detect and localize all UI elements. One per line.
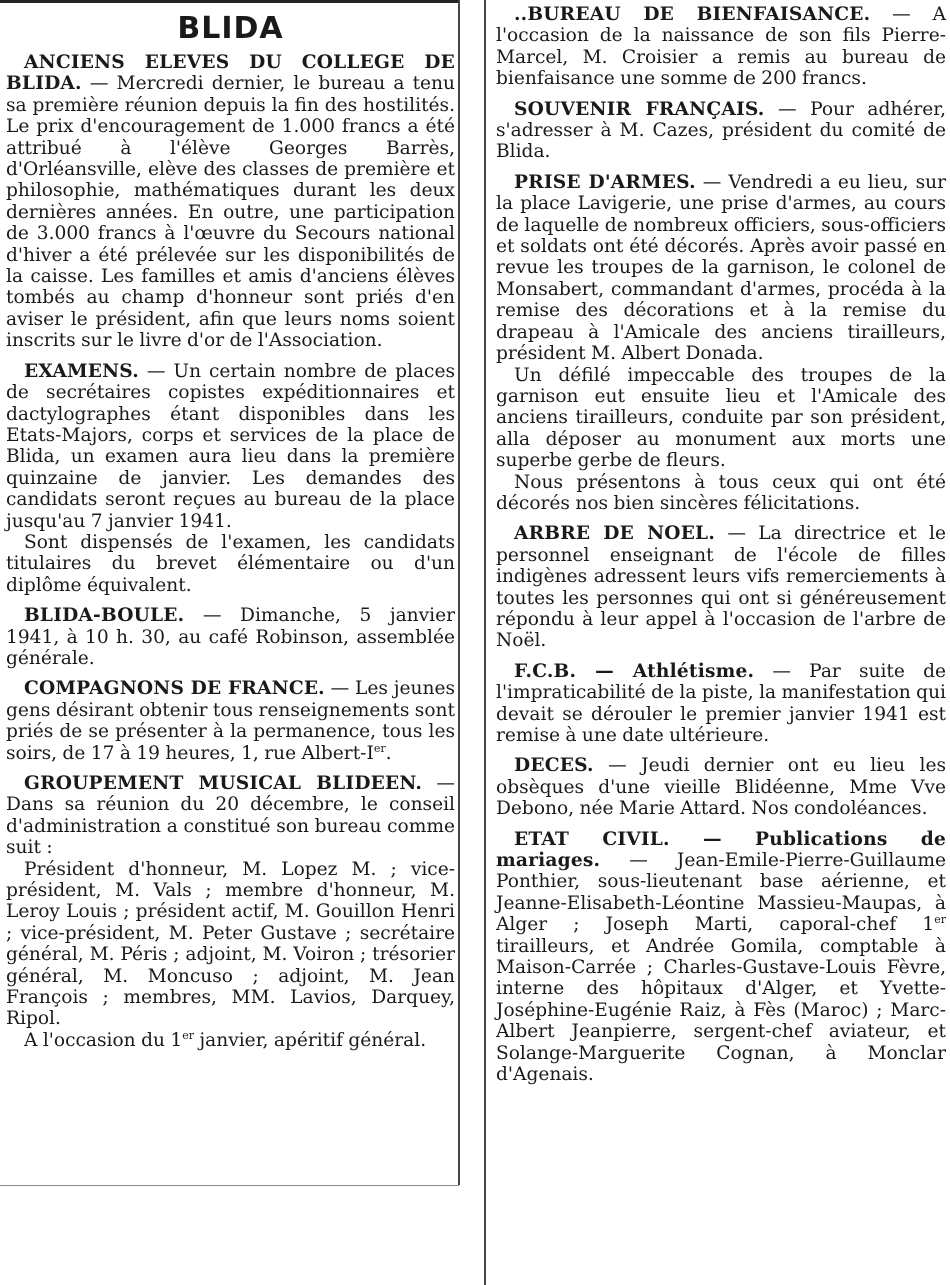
article-compagnons <box>6 678 455 764</box>
article-text: — Dans sa réunion du 20 décembre, le conseil d'administration a constitué son bureau comme suit : <box>6 773 455 859</box>
article-groupement-musical <box>6 773 455 1051</box>
article-paragraph: Sont dispensés de l'examen, les candidats titulaires du brevet élémentaire ou d'un diplôme équivalent. <box>6 531 455 596</box>
article-text: — Vendredi a eu lieu, sur la place Lavigerie, une prise d'armes, au cours de laquelle de nombreux officiers, sous-officiers et soldats ont été décorés. Après avoir passé en revue les troupes de la garnison, le colonel de Monsabert, commandant d'armes, procéda à la remise des décorations et à la remise du drapeau à l'Amicale des anciens tirailleurs, président M. Albert Donada. <box>496 171 946 365</box>
article-paragraph: Président d'honneur, M. Lopez M. ; vice-président, M. Vals ; membre d'honneur, M. Leroy Louis ; président actif, M. Gouillon Henri ; vice-président, M. Peter Gustave ; secrétaire général, M. Péris ; adjoint, M. Voiron ; trésorier général, M. Moncuso ; adjoint, M. Jean François ; membres, MM. Lavios, Darquey, Ripol. <box>6 858 455 1030</box>
left-column <box>0 0 458 1060</box>
article-paragraph: Un défilé impeccable des troupes de la garnison eut ensuite lieu et l'Amicale des anciens tirailleurs, conduite par son président, alla déposer au monument aux morts une superbe gerbe de fleurs. <box>496 364 946 472</box>
article-text: — Jeudi dernier ont eu lieu les obsèques d'une vieille Blidéenne, Mme Vve Debono, née Marie Attard. Nos condoléances. <box>496 755 946 820</box>
article-text: — A l'occasion de la naissance de son fils Pierre-Marcel, M. Croisier a remis au bureau de bienfaisance une somme de 200 francs. <box>496 4 946 90</box>
article-prise-d-armes <box>496 172 946 515</box>
article-text: — Pour adhérer, s'adresser à M. Cazes, président du comité de Blida. <box>496 98 946 163</box>
right-column <box>484 0 950 1095</box>
article-paragraph <box>6 605 455 669</box>
article-paragraph: A l'occasion du 1er janvier, apéritif général. <box>24 1028 427 1051</box>
article-paragraph <box>6 52 455 352</box>
article-text: — La directrice et le personnel enseignant de l'école de filles indigènes adressent leurs vifs remerciements à toutes les personnes qui ont si généreusement répondu à leur appel à l'occasion de l'arbre de Noël. <box>496 523 946 652</box>
column-end-rule <box>0 1185 459 1186</box>
section-title: BLIDA <box>177 11 284 46</box>
ordinal-suffix: er <box>934 913 946 927</box>
article-souvenir-francais <box>496 99 946 163</box>
article-etat-civil <box>496 829 946 1086</box>
article-paragraph <box>496 4 946 90</box>
article-paragraph <box>496 99 946 163</box>
article-text: — Mercredi dernier, le bureau a tenu sa première réunion depuis la fin des hostilités. Le prix d'encouragement de 1.000 francs a été attribué à l'élève Georges Barrès, d'Orléansville, elève des classes de première et philosophie, mathématiques durant les deux dernières années. En outre, une participation de 3.000 francs à l'œuvre du Secours national d'hiver a été prélevée sur les disponibilités de la caisse. Les familles et amis d'anciens élèves tombés au champ d'honneur sont priés d'en aviser le président, afin que leurs noms soient inscrits sur le livre d'or de l'Association. <box>6 73 455 352</box>
column-rule-left <box>458 0 460 1185</box>
article-heading: BLIDA-BOULE. <box>24 605 185 627</box>
ordinal-suffix: er <box>182 1028 194 1042</box>
article-bienfaisance <box>496 4 946 90</box>
article-heading: COMPAGNONS DE FRANCE. <box>24 678 325 700</box>
article-heading: ETAT CIVIL. — Publications de mariages. <box>496 828 946 872</box>
article-paragraph <box>496 829 946 1086</box>
article-fcb <box>496 661 946 747</box>
ordinal-suffix: er <box>373 741 386 755</box>
article-heading: F.C.B. — Athlétisme. <box>514 660 755 682</box>
article-text: — Par suite de l'impraticabilité de la piste, la manifestation qui devait se dérouler le premier janvier 1941 est remise à une date ultérieure. <box>496 660 946 746</box>
article-text: — Dimanche, 5 janvier 1941, à 10 h. 30, au café Robinson, assemblée générale. <box>6 605 455 669</box>
article-heading: ARBRE DE NOEL. <box>514 523 716 545</box>
article-paragraph <box>6 361 455 532</box>
article-heading: PRISE D'ARMES. <box>514 171 696 193</box>
article-text: — Jean-Emile-Pierre-Guillaume Ponthier, sous-lieutenant base aérienne, et Jeanne-Elisabeth-Léontine Massieu-Maupas, à Alger ; Joseph Marti, caporal-chef 1er tirailleurs, et Andrée Gomila, comptable à Maison-Carrée ; Charles-Gustave-Louis Fèvre, interne des hôpitaux d'Alger, et Yvette-Joséphine-Eugénie Raiz, à Fès (Maroc) ; Marc-Albert Jeanpierre, sergent-chef aviateur, et Solange-Marguerite Cognan, à Monclar d'Agenais. <box>496 850 946 1086</box>
article-anciens-eleves <box>6 52 455 352</box>
article-paragraph <box>496 172 946 365</box>
article-heading: DECES. <box>514 755 594 777</box>
article-paragraph <box>6 773 455 859</box>
article-paragraph <box>6 678 455 764</box>
article-arbre-de-noel <box>496 523 946 651</box>
article-text: — Un certain nombre de places de secrétaires copistes expéditionnaires et dactylographes étant disponibles dans les Etats-Majors, corps et services de la place de Blida, un examen aura lieu dans la première quinzaine de janvier. Les demandes des candidats seront reçues au bureau de la place jusqu'au 7 janvier 1941. <box>6 360 455 532</box>
article-heading: EXAMENS. <box>24 360 139 382</box>
article-paragraph: Nous présentons à tous ceux qui ont été décorés nos bien sincères félicitations. <box>496 471 946 514</box>
article-examens <box>6 361 455 596</box>
article-text: — Les jeunes gens désirant obtenir tous renseignements sont priés de se présenter à la permanence, tous les soirs, de 17 à 19 heures, 1, rue Albert-Ier. <box>6 678 456 764</box>
article-paragraph <box>496 755 946 819</box>
article-blida-boule <box>6 605 455 669</box>
article-deces <box>496 755 946 819</box>
article-heading: GROUPEMENT MUSICAL BLIDEEN. <box>24 773 423 794</box>
article-heading: ANCIENS ELEVES DU COLLEGE DE BLIDA. <box>6 52 455 95</box>
article-heading: ..BUREAU DE BIENFAISANCE. <box>514 4 871 25</box>
article-heading: SOUVENIR FRANÇAIS. <box>514 98 765 120</box>
article-paragraph <box>496 523 946 651</box>
article-paragraph <box>496 661 946 747</box>
